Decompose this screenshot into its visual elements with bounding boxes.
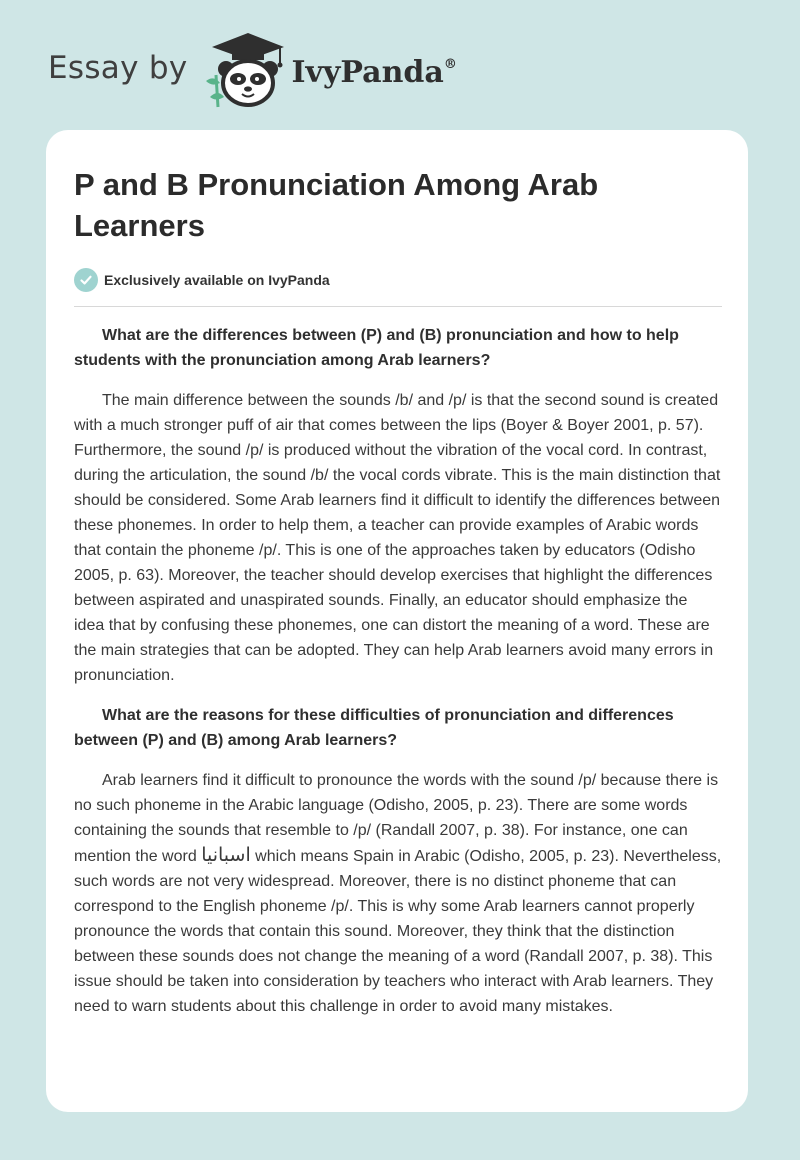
brand-prefix: Essay by xyxy=(48,50,188,86)
site-header xyxy=(48,30,457,110)
essay-title: P and B Pronunciation Among Arab Learners xyxy=(74,167,599,243)
essay-body xyxy=(74,323,722,1019)
paragraph-2-text-start: Arab learners find it difficult to pronounce the words with the sound /p/ because there is no such phoneme in the Arabic language (Odisho, 2005, p. 23). There are some words containing the sounds that resemble to /p/ (Randall 2007, p. 38). For instance, one can mention the word xyxy=(74,772,719,865)
panda-logo-icon[interactable] xyxy=(202,29,288,111)
registered-mark: ® xyxy=(443,56,457,72)
arabic-word-spain: اسبانيا xyxy=(201,844,251,866)
brand-name[interactable] xyxy=(292,55,457,90)
exclusive-badge-label: Exclusively available on IvyPanda xyxy=(104,272,330,288)
paragraph-2-text-end: which means Spain in Arabic (Odisho, 2005, p. 23). Nevertheless, such words are not very widespread. Moreover, there is no distinct phoneme that can correspond to the English phoneme /p/. This is why some Arab learners cannot properly pronounce the words that contain this sound. Moreover, they think that the distinction between these sounds does not change the meaning of a word (Randall 2007, p. 38). This issue should be taken into consideration by teachers who interact with Arab learners. They need to warn students about this challenge in order to avoid many mistakes. xyxy=(74,848,722,1015)
paragraph-2 xyxy=(74,768,722,1019)
title-divider xyxy=(74,306,722,307)
brand-name-text: IvyPanda xyxy=(291,54,444,90)
question-heading-1: What are the differences between (P) and (B) pronunciation and how to help students with the pronunciation among Arab learners? xyxy=(74,327,679,369)
essay-card xyxy=(46,130,748,1112)
check-icon xyxy=(74,268,98,292)
question-heading-2: What are the reasons for these difficulties of pronunciation and differences between (P) and (B) among Arab learners? xyxy=(74,707,674,749)
paragraph-1: The main difference between the sounds /b/ and /p/ is that the second sound is created with a much stronger puff of air that comes between the lips (Boyer & Boyer 2001, p. 57). Furthermore, the sound /p/ is produced without the vibration of the vocal cord. In contrast, during the articulation, the sound /b/ the vocal cords vibrate. This is the main distinction that should be considered. Some Arab learners find it difficult to identify the differences between these phonemes. In order to help them, a teacher can provide examples of Arabic words that contain the phoneme /p/. This is one of the approaches taken by educators (Odisho 2005, p. 63). Moreover, the teacher should develop exercises that highlight the differences between aspirated and unaspirated sounds. Finally, an educator should emphasize the idea that by confusing these phonemes, one can distort the meaning of a word. These are the main strategies that can be adopted. They can help Arab learners avoid many errors in pronunciation. xyxy=(74,392,721,684)
exclusive-badge xyxy=(74,268,722,292)
